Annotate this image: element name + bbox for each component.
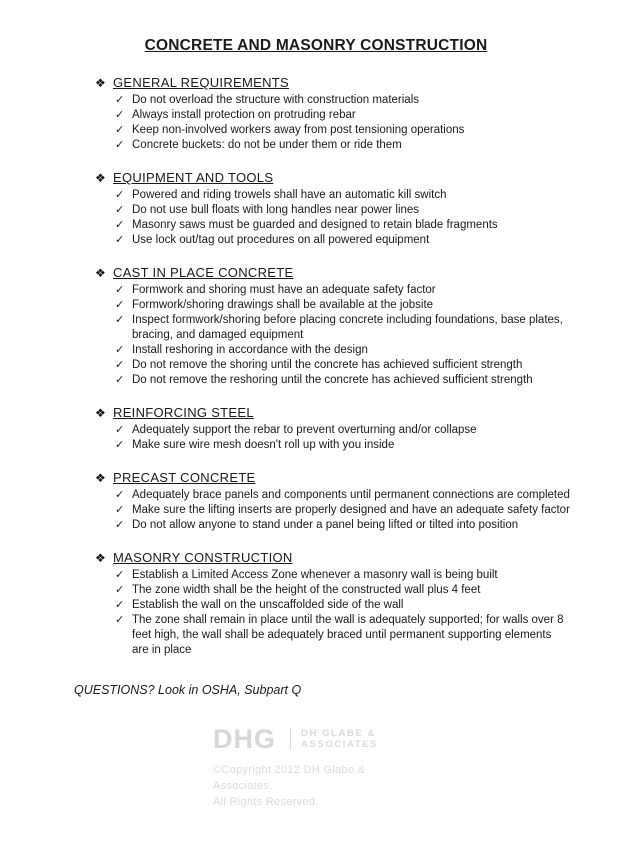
section-heading-text: CAST IN PLACE CONCRETE [113,265,294,280]
checklist-item [95,568,570,583]
logo-divider [290,728,291,750]
checklist-item [95,598,570,613]
section-heading-text: REINFORCING STEEL [113,405,254,420]
check-icon: ✓ [115,359,125,371]
footer-note: QUESTIONS? Look in OSHA, Subpart Q [74,683,302,697]
section-items [95,283,570,388]
check-icon: ✓ [115,519,125,531]
checklist-item-text: Adequately brace panels and components until permanent connections are completed [132,489,570,501]
checklist-item [95,423,570,438]
dhg-logo-icon: DHG [213,724,276,754]
company-name-line2: ASSOCIATES [301,739,379,750]
section-header [95,170,570,185]
diamond-bullet-icon: ❖ [95,471,106,485]
checklist-item-text: Powered and riding trowels shall have an automatic kill switch [132,189,447,201]
section-items [95,488,570,533]
section-header [95,265,570,280]
section [95,405,570,453]
checklist-item-text: Masonry saws must be guarded and designed to retain blade fragments [132,219,498,231]
section-items [95,423,570,453]
check-icon: ✓ [115,219,125,231]
diamond-bullet-icon: ❖ [95,171,106,185]
section-heading-text: MASONRY CONSTRUCTION [113,550,293,565]
section-header [95,550,570,565]
section [95,75,570,153]
section-items [95,188,570,248]
section [95,265,570,388]
checklist-item [95,358,570,373]
checklist-item-text: Make sure the lifting inserts are properly designed and have an adequate safety factor [132,504,570,516]
copyright-line2: All Rights Reserved. [213,796,319,808]
copyright-text [213,762,419,810]
diamond-bullet-icon: ❖ [95,406,106,420]
page-title: CONCRETE AND MASONRY CONSTRUCTION [144,37,488,54]
section-header [95,470,570,485]
checklist-item [95,203,570,218]
check-icon: ✓ [115,234,125,246]
section-heading-text: EQUIPMENT AND TOOLS [113,170,274,185]
check-icon: ✓ [115,374,125,386]
checklist-item-text: Inspect formwork/shoring before placing concrete including foundations, base plates, bracing, and damaged equipment [132,314,563,341]
diamond-bullet-icon: ❖ [95,551,106,565]
checklist-item-text: Do not use bull floats with long handles near power lines [132,204,420,216]
checklist-item-text: The zone shall remain in place until the wall is adequately supported; for walls over 8 feet high, the wall shall be adequately braced until permanent supporting elements are in place [132,614,564,656]
checklist-item [95,298,570,313]
checklist-item-text: Adequately support the rebar to prevent overturning and/or collapse [132,424,477,436]
check-icon: ✓ [115,584,125,596]
checklist-item-text: Establish the wall on the unscaffolded side of the wall [132,599,404,611]
branding-block [0,726,632,810]
section-heading-text: PRECAST CONCRETE [113,470,256,485]
check-icon: ✓ [115,94,125,106]
check-icon: ✓ [115,489,125,501]
company-name-line1: DH GLABE & [301,728,377,739]
check-icon: ✓ [115,204,125,216]
check-icon: ✓ [115,189,125,201]
section-items [95,93,570,153]
check-icon: ✓ [115,139,125,151]
checklist-item-text: Do not overload the structure with construction materials [132,94,419,106]
checklist-item [95,108,570,123]
diamond-bullet-icon: ❖ [95,76,106,90]
check-icon: ✓ [115,504,125,516]
section-header [95,405,570,420]
check-icon: ✓ [115,614,125,626]
checklist-item [95,518,570,533]
checklist-item-text: Install reshoring in accordance with the design [132,344,368,356]
section [95,550,570,658]
check-icon: ✓ [115,569,125,581]
check-icon: ✓ [115,344,125,356]
checklist-item [95,313,570,343]
checklist-item [95,613,570,658]
check-icon: ✓ [115,314,125,326]
checklist-item-text: Formwork and shoring must have an adequate safety factor [132,284,436,296]
checklist-item-text: The zone width shall be the height of the constructed wall plus 4 feet [132,584,481,596]
section [95,470,570,533]
checklist-item-text: Keep non-involved workers away from post tensioning operations [132,124,465,136]
checklist-item [95,438,570,453]
checklist-item-text: Make sure wire mesh doesn't roll up with you inside [132,439,395,451]
check-icon: ✓ [115,424,125,436]
checklist-item-text: Do not remove the reshoring until the concrete has achieved sufficient strength [132,374,533,386]
check-icon: ✓ [115,299,125,311]
checklist-item [95,283,570,298]
checklist-item [95,218,570,233]
check-icon: ✓ [115,599,125,611]
check-icon: ✓ [115,284,125,296]
checklist-item [95,488,570,503]
checklist-item [95,93,570,108]
branding-inner [213,726,419,810]
checklist-item [95,123,570,138]
section-header [95,75,570,90]
section [95,170,570,248]
checklist-item [95,503,570,518]
check-icon: ✓ [115,109,125,121]
checklist-item [95,583,570,598]
copyright-line1: ©Copyright 2012 DH Glabe & Associates. [213,764,366,792]
sections [95,75,570,658]
section-items [95,568,570,658]
check-icon: ✓ [115,124,125,136]
document-page [0,37,632,854]
check-icon: ✓ [115,439,125,451]
checklist-item [95,138,570,153]
company-logo [213,726,419,752]
section-heading-text: GENERAL REQUIREMENTS [113,75,289,90]
checklist-item [95,233,570,248]
checklist-item-text: Use lock out/tag out procedures on all powered equipment [132,234,430,246]
checklist-item [95,343,570,358]
checklist-item [95,188,570,203]
checklist-item-text: Concrete buckets: do not be under them or ride them [132,139,402,151]
checklist-item [95,373,570,388]
checklist-item-text: Always install protection on protruding rebar [132,109,356,121]
company-name [301,728,378,750]
checklist-item-text: Do not remove the shoring until the concrete has achieved sufficient strength [132,359,523,371]
checklist-item-text: Establish a Limited Access Zone whenever a masonry wall is being built [132,569,498,581]
checklist-item-text: Do not allow anyone to stand under a panel being lifted or tilted into position [132,519,519,531]
diamond-bullet-icon: ❖ [95,266,106,280]
checklist-item-text: Formwork/shoring drawings shall be available at the jobsite [132,299,434,311]
